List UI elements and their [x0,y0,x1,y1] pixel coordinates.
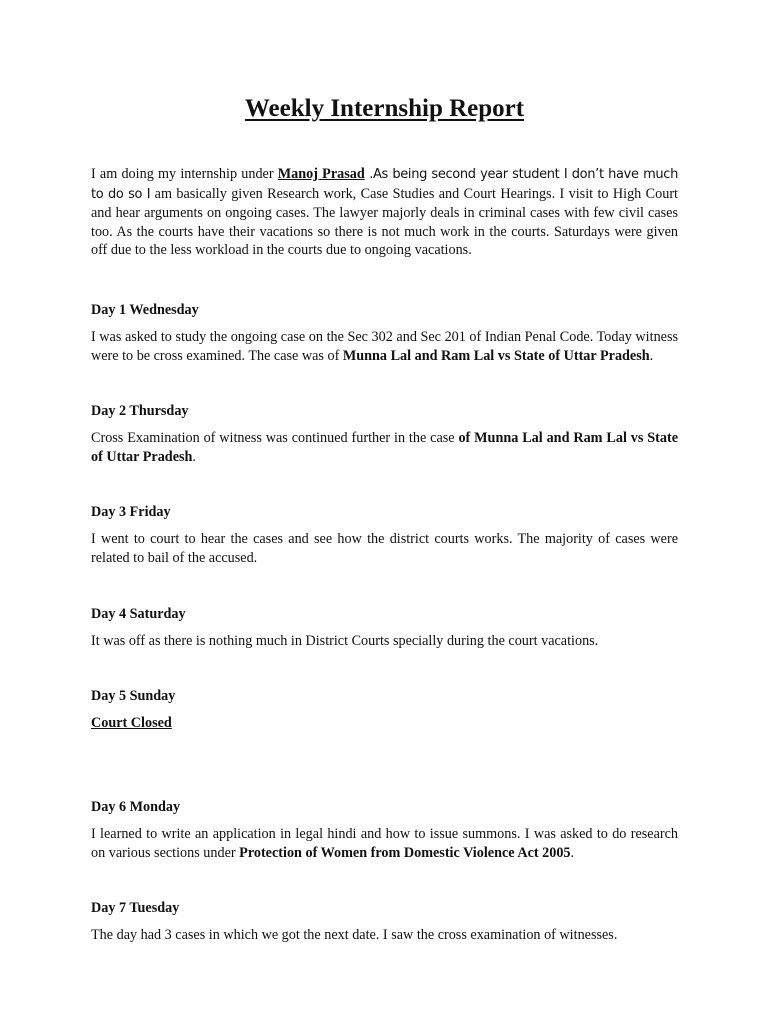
intro-paragraph [91,165,678,260]
day-2-heading: Day 2 Thursday [91,403,189,420]
day-2-text [91,429,678,466]
day-1-text-plain: I was asked to study the ongoing case on the Sec 302 and Sec 201 of Indian Penal Code. Today witness were to be cross examined. The case was of [91,328,678,364]
day-1-text-end: . [649,347,654,364]
day-3-text: I went to court to hear the cases and see how the district courts works. The majority of cases were related to bail of the accused. [91,531,678,566]
day-6-heading: Day 6 Monday [91,799,181,816]
day-6-act-name: Protection of Women from Domestic Violence Act 2005 [239,844,571,861]
day-2-section [91,402,678,466]
day-4-section [91,605,678,651]
day-2-text-end: . [192,448,196,465]
mentor-name: Manoj Prasad [277,166,365,182]
day-4-heading: Day 4 Saturday [91,605,186,622]
day-5-section [91,687,678,732]
day-1-case-name: Munna Lal and Ram Lal vs State of Uttar Pradesh [342,347,650,364]
day-1-heading: Day 1 Wednesday [91,301,199,318]
day-7-text: The day had 3 cases in which we got the next date. I saw the cross examination of witnesses. [91,927,618,944]
day-4-text: It was off as there is nothing much in District Courts specially during the court vacations. [91,632,599,649]
day-7-section [91,899,678,945]
day-3-heading: Day 3 Friday [91,504,171,521]
day-6-text-end: . [570,844,575,861]
report-title: Weekly Internship Report [244,95,525,122]
day-2-text-plain: Cross Examination of witness was continued further in the case [91,430,459,447]
intro-mid: .As being second year student I don’t have much to do so I [91,167,678,202]
intro-before-name: I am doing my internship under [91,166,278,182]
day-3-section [91,503,678,567]
day-1-text [91,328,678,365]
day-7-heading: Day 7 Tuesday [91,900,180,917]
intro-rest: am basically given Research work, Case Studies and Court Hearings. I visit to High Court and hear arguments on ongoing cases. The lawyer majorly deals in criminal cases with few civil cases too. As the courts have their vacations so there is not much work in the courts. Saturdays were given off due to the less workload in the courts due to ongoing vacations. [91,185,678,259]
day-6-text-plain: I learned to write an application in legal hindi and how to issue summons. I was asked to do research on various sections under [91,826,678,861]
day-6-text [91,825,678,862]
report-page [91,93,678,957]
day-2-case-name: of Munna Lal and Ram Lal vs State of Uttar Pradesh [91,430,678,465]
day-1-section [91,301,678,365]
court-closed-label: Court Closed [91,715,172,732]
day-6-section [91,798,678,862]
day-5-heading: Day 5 Sunday [91,688,176,705]
